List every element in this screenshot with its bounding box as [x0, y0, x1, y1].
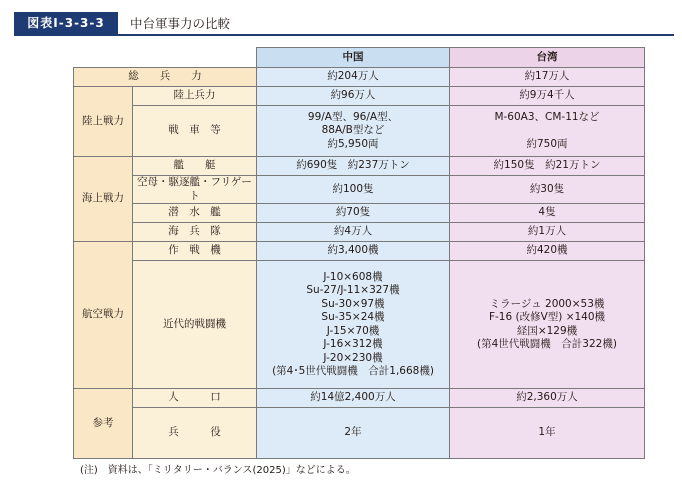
- cell-china-marines: 約4万人: [257, 223, 450, 242]
- china-fighters-line-4: Su-35×24機: [321, 311, 385, 323]
- cell-taiwan-aircraft: 約420機: [450, 242, 645, 261]
- category-ground: 陸上戦力: [74, 87, 133, 157]
- row-label-carriers: 空母・駆逐艦・フリゲート: [133, 176, 257, 204]
- figure-label: 図表Ⅰ-3-3-3: [14, 12, 118, 35]
- cell-taiwan-service: 1年: [450, 408, 645, 459]
- table-row-aircraft: [74, 242, 645, 261]
- figure-title: 中台軍事力の比較: [130, 16, 231, 31]
- row-label-subs: 潜 水 艦: [133, 204, 257, 223]
- table-row-carriers: [74, 176, 645, 204]
- cell-china-population: 約14億2,400万人: [257, 389, 450, 408]
- cell-china-ships: 約690隻 約237万トン: [257, 157, 450, 176]
- cell-china-total: 約204万人: [257, 68, 450, 87]
- taiwan-fighters-line-4: (第4世代戦闘機 合計322機): [477, 338, 617, 350]
- row-label-ground-troops: 陸上兵力: [133, 87, 257, 106]
- taiwan-fighters-line-1: ミラージュ 2000×53機: [489, 297, 605, 310]
- row-label-fighters: 近代的戦闘機: [133, 261, 257, 389]
- cell-china-carriers: 約100隻: [257, 176, 450, 204]
- table-row-fighters: [74, 261, 645, 389]
- row-label-aircraft: 作 戦 機: [133, 242, 257, 261]
- row-label-ships: 艦 艇: [133, 157, 257, 176]
- china-tanks-line-2: 88A/B型など: [321, 124, 385, 137]
- cell-china-service: 2年: [257, 408, 450, 459]
- table-row-marines: [74, 223, 645, 242]
- row-label-service: 兵 役: [133, 408, 257, 459]
- row-label-population: 人 口: [133, 389, 257, 408]
- cell-china-aircraft: 約3,400機: [257, 242, 450, 261]
- cell-china-tanks: [257, 106, 450, 157]
- blank-corner: [74, 48, 257, 68]
- china-tanks-line-3: 約5,950両: [327, 137, 379, 150]
- china-fighters-line-7: J-20×230機: [323, 351, 383, 364]
- category-naval: 海上戦力: [74, 157, 133, 242]
- cell-taiwan-ships: 約150隻 約21万トン: [450, 157, 645, 176]
- source-note: (注) 資料は、「ミリタリー・バランス(2025)」などによる。: [80, 465, 356, 476]
- cell-china-subs: 約70隻: [257, 204, 450, 223]
- taiwan-tanks-line-2: 約750両: [526, 137, 568, 150]
- china-tanks-line-1: 99/A型、96/A型、: [307, 110, 399, 123]
- table-row-service: [74, 408, 645, 459]
- taiwan-tanks-spacer: [452, 125, 642, 138]
- taiwan-fighters-line-3: 経国×129機: [516, 324, 578, 337]
- category-air: 航空戦力: [74, 242, 133, 389]
- category-reference: 参考: [74, 389, 133, 459]
- cell-china-ground-troops: 約96万人: [257, 87, 450, 106]
- header-rule: [14, 34, 674, 36]
- cell-taiwan-total: 約17万人: [450, 68, 645, 87]
- cell-china-fighters: [257, 261, 450, 389]
- china-fighters-line-2: Su-27/J-11×327機: [306, 284, 400, 296]
- china-fighters-line-8: (第4･5世代戦闘機 合計1,668機): [272, 365, 434, 377]
- cell-taiwan-subs: 4隻: [450, 204, 645, 223]
- table-header-row: [74, 48, 645, 68]
- table-row-population: [74, 389, 645, 408]
- row-label-total: 総 兵 力: [74, 68, 257, 87]
- table-row-tanks: [74, 106, 645, 157]
- column-header-china: 中国: [257, 48, 450, 68]
- cell-taiwan-carriers: 約30隻: [450, 176, 645, 204]
- taiwan-fighters-line-2: F-16 (改修V型) ×140機: [488, 311, 606, 323]
- china-fighters-line-6: J-16×312機: [323, 338, 383, 350]
- column-header-taiwan: 台湾: [450, 48, 645, 68]
- china-fighters-line-5: J-15×70機: [326, 324, 380, 337]
- cell-taiwan-population: 約2,360万人: [450, 389, 645, 408]
- row-label-tanks: 戦 車 等: [133, 106, 257, 157]
- table-row-ships: [74, 157, 645, 176]
- row-label-marines: 海 兵 隊: [133, 223, 257, 242]
- cell-taiwan-ground-troops: 約9万4千人: [450, 87, 645, 106]
- table-row-subs: [74, 204, 645, 223]
- cell-taiwan-fighters: [450, 261, 645, 389]
- cell-taiwan-tanks: [450, 106, 645, 157]
- china-fighters-line-1: J-10×608機: [323, 270, 383, 283]
- china-fighters-line-3: Su-30×97機: [321, 297, 385, 310]
- comparison-table: [73, 47, 645, 459]
- cell-taiwan-marines: 約1万人: [450, 223, 645, 242]
- figure-header: [0, 0, 682, 30]
- taiwan-tanks-line-1: M-60A3、CM-11など: [494, 111, 600, 123]
- table-row-total: [74, 68, 645, 87]
- table-row-ground-troops: [74, 87, 645, 106]
